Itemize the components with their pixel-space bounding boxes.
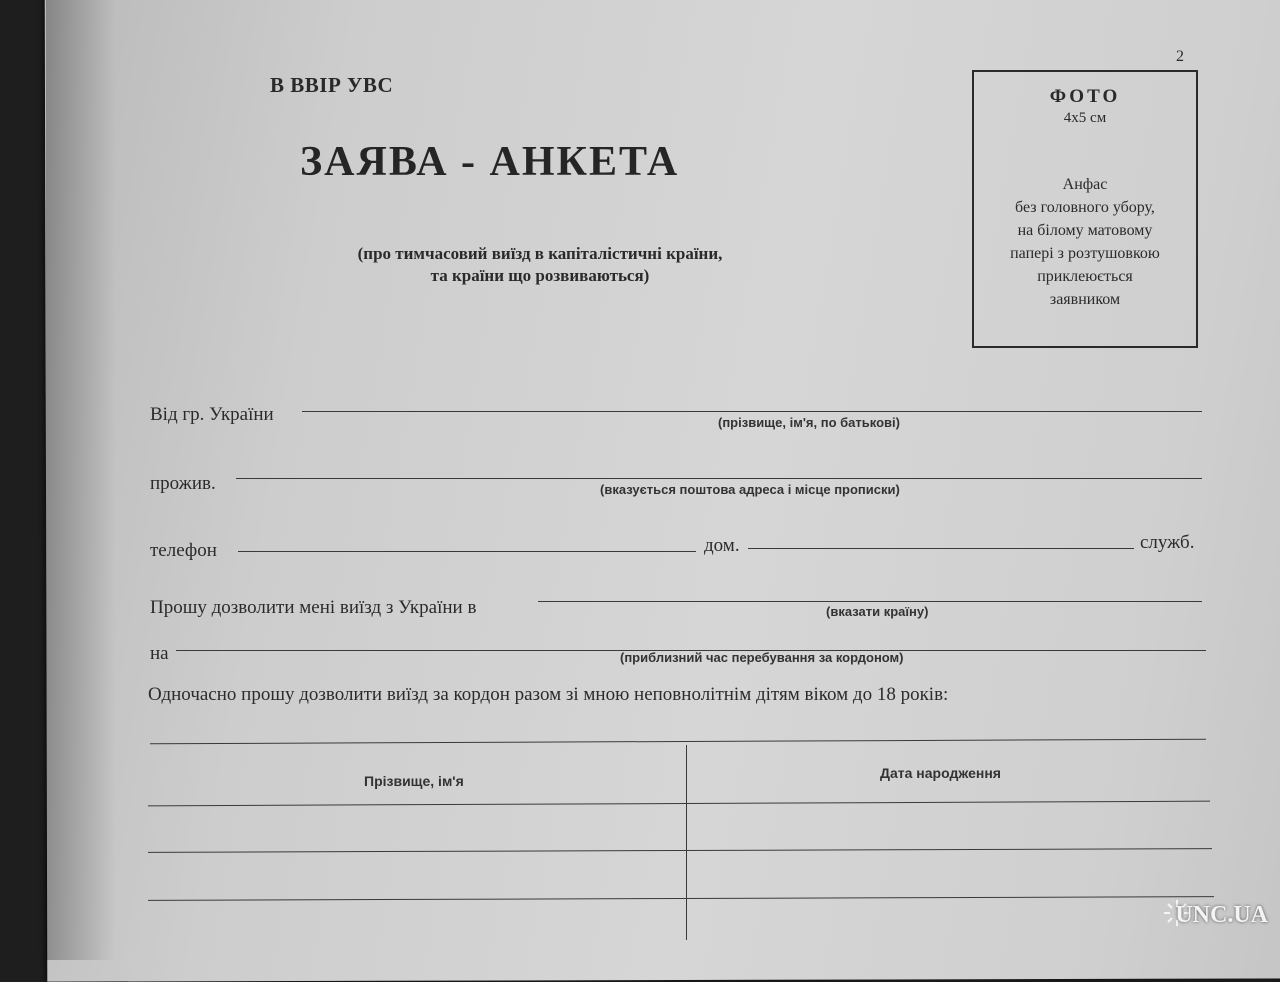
country-field-line[interactable]	[538, 601, 1202, 602]
phone-label: телефон	[150, 540, 217, 561]
photo-note-line: без головного убору,	[1015, 199, 1155, 216]
address-label: прожив.	[150, 473, 216, 494]
photo-note-line: приклеюється	[1037, 268, 1133, 285]
phone-field-line[interactable]	[238, 551, 696, 552]
photo-box	[972, 70, 1198, 348]
photo-note-line: на білому матовому	[1017, 222, 1153, 239]
photo-box-note	[974, 173, 1196, 311]
address-field-line[interactable]	[236, 478, 1202, 479]
column-header-name: Прізвище, ім'я	[364, 773, 464, 789]
children-statement: Одночасно прошу дозволити виїзд за кордон разом зі мною неповнолітнім дітям віком до 18 років:	[148, 684, 949, 705]
work-phone-label: служб.	[1140, 532, 1195, 553]
request-label: Прошу дозволити мені виїзд з України в	[150, 597, 477, 618]
photo-note-line: Анфас	[1062, 176, 1108, 193]
table-column-divider	[686, 745, 687, 940]
photo-box-title: ФОТО	[1049, 86, 1121, 107]
form-subtitle-line2: та країни що розвиваються)	[430, 266, 650, 285]
column-header-birthdate: Дата народження	[880, 765, 1001, 781]
from-field-line[interactable]	[302, 411, 1202, 412]
recipient-heading: В ВВІР УВС	[270, 73, 394, 97]
form-title: ЗАЯВА - АНКЕТА	[300, 139, 680, 185]
from-hint: (прізвище, ім'я, по батькові)	[718, 415, 900, 430]
country-hint: (вказати країну)	[826, 604, 929, 619]
from-label: Від гр. України	[150, 404, 274, 425]
form-subtitle-line1: (про тимчасовий виїзд в капіталістичні країни,	[357, 244, 723, 263]
duration-hint: (приблизний час перебування за кордоном)	[620, 650, 904, 665]
home-phone-field-line[interactable]	[748, 548, 1134, 549]
photo-note-line: папері з розтушовкою	[1010, 245, 1160, 262]
photo-note-line: заявником	[1049, 291, 1121, 308]
home-phone-label: дом.	[704, 535, 740, 556]
page-number: 2	[1176, 48, 1184, 65]
for-label: на	[150, 643, 169, 664]
address-hint: (вказується поштова адреса і місце прописки)	[600, 482, 900, 497]
watermark-text: UNC.UA	[1175, 902, 1268, 928]
photo-box-size: 4x5 см	[1063, 110, 1107, 126]
